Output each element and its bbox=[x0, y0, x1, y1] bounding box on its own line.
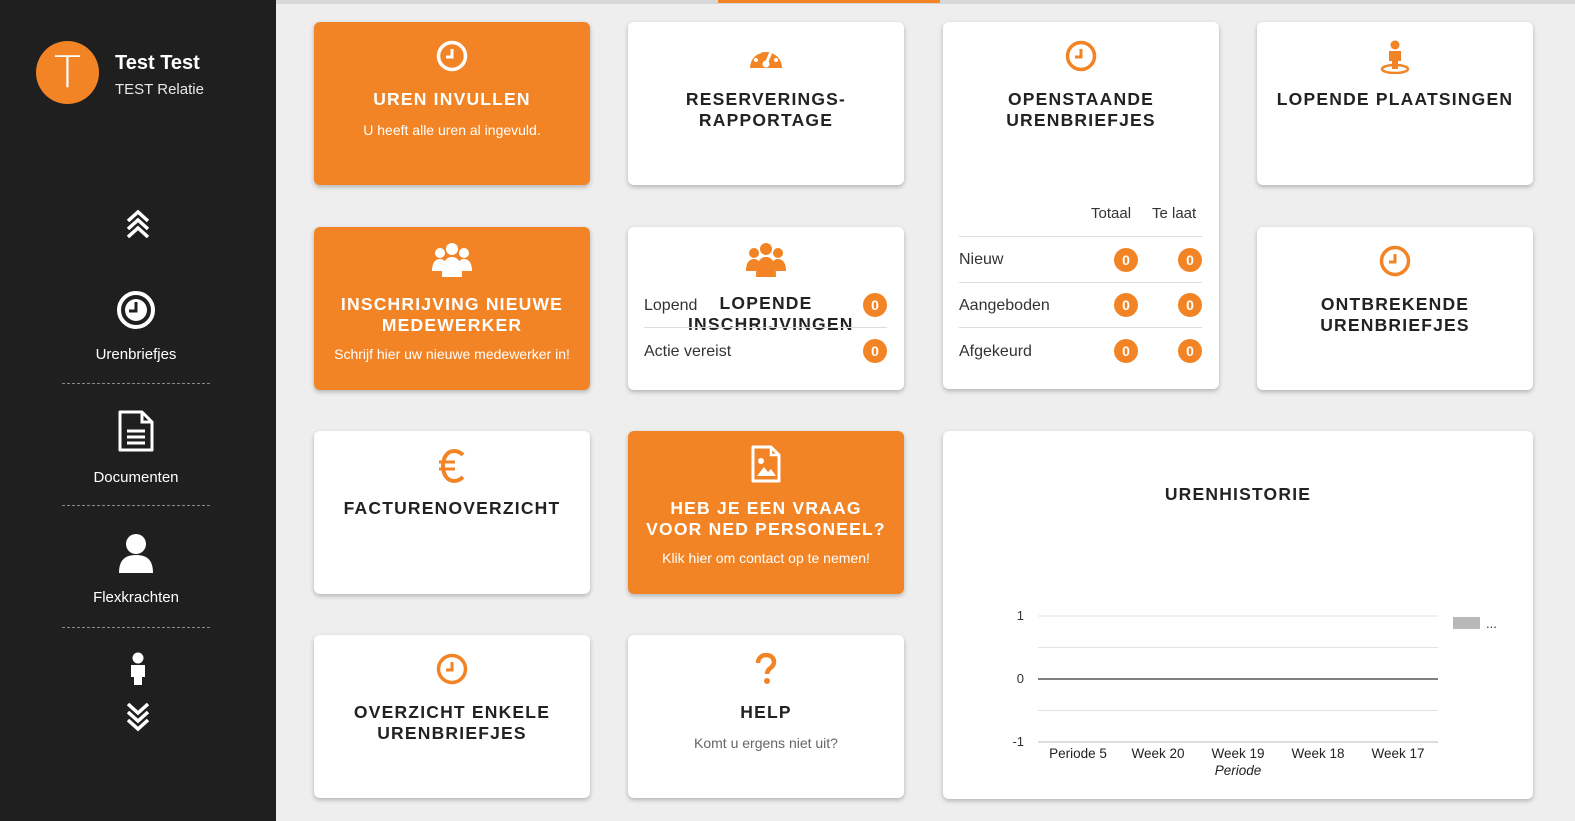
chart-urenhistorie bbox=[943, 431, 1533, 799]
tile-subtitle: Klik hier om contact op te nemen! bbox=[662, 550, 870, 566]
tile-heb-je-een-vraag[interactable] bbox=[628, 431, 904, 594]
y-tick-label: 0 bbox=[1016, 671, 1024, 686]
tile-subtitle: Komt u ergens niet uit? bbox=[694, 735, 838, 751]
tile-title: FACTURENOVERZICHT bbox=[343, 498, 561, 518]
sidebar-item-label: Documenten bbox=[93, 469, 179, 486]
scroll-up-icon[interactable] bbox=[118, 205, 158, 241]
users-icon bbox=[628, 241, 904, 279]
tile-openstaande-urenbriefjes[interactable] bbox=[943, 22, 1219, 389]
x-tick-label: Week 17 bbox=[1371, 746, 1425, 761]
column-header-te-laat: Te laat bbox=[1152, 205, 1197, 222]
count-badge[interactable]: 0 bbox=[1114, 293, 1138, 317]
tile-help[interactable] bbox=[628, 635, 904, 798]
tile-lopende-inschrijvingen[interactable] bbox=[628, 227, 904, 390]
divider bbox=[959, 236, 1202, 237]
divider bbox=[62, 383, 210, 384]
chart-title: URENHISTORIE bbox=[1164, 484, 1312, 504]
user-name: Test Test bbox=[115, 52, 200, 74]
row-label-afgekeurd: Afgekeurd bbox=[959, 343, 1032, 360]
x-axis-label: Periode bbox=[1214, 763, 1262, 778]
sidebar-item-label: Flexkrachten bbox=[93, 589, 179, 606]
row-label-aangeboden: Aangeboden bbox=[959, 297, 1050, 314]
person-pin-icon bbox=[1257, 40, 1533, 74]
clock-icon bbox=[62, 290, 210, 330]
count-badge[interactable]: 0 bbox=[1178, 339, 1202, 363]
row-label-lopend: Lopend bbox=[644, 297, 698, 314]
sidebar-item-urenbriefjes[interactable] bbox=[62, 290, 210, 363]
x-tick-label: Week 18 bbox=[1291, 746, 1345, 761]
clock-icon bbox=[314, 653, 590, 685]
x-tick-label: Week 19 bbox=[1211, 746, 1265, 761]
question-icon bbox=[628, 653, 904, 685]
legend-swatch bbox=[1453, 617, 1480, 629]
tile-title: INSCHRIJVING NIEUWE MEDEWERKER bbox=[340, 294, 564, 335]
tile-title: OVERZICHT ENKELE URENBRIEFJES bbox=[353, 702, 551, 743]
y-tick-label: -1 bbox=[1012, 734, 1024, 749]
divider bbox=[644, 327, 887, 328]
divider bbox=[62, 505, 210, 506]
sidebar-item-documenten[interactable] bbox=[62, 409, 210, 486]
clock-icon bbox=[943, 40, 1219, 72]
tile-title: ONTBREKENDE URENBRIEFJES bbox=[1320, 294, 1470, 335]
count-badge[interactable]: 0 bbox=[1178, 248, 1202, 272]
x-tick-label: Week 20 bbox=[1131, 746, 1185, 761]
count-badge[interactable]: 0 bbox=[863, 339, 887, 363]
divider bbox=[959, 327, 1202, 328]
tile-facturenoverzicht[interactable] bbox=[314, 431, 590, 594]
tile-reserveringsrapportage[interactable] bbox=[628, 22, 904, 185]
user-icon bbox=[62, 533, 210, 573]
tile-title: UREN INVULLEN bbox=[373, 89, 531, 109]
tile-title: LOPENDE PLAATSINGEN bbox=[1276, 89, 1514, 109]
sidebar-item-label: Urenbriefjes bbox=[95, 346, 177, 363]
count-badge[interactable]: 0 bbox=[1114, 339, 1138, 363]
tile-ontbrekende-urenbriefjes[interactable] bbox=[1257, 227, 1533, 390]
clock-icon bbox=[1257, 245, 1533, 277]
image-file-icon bbox=[628, 445, 904, 483]
sidebar bbox=[0, 0, 276, 821]
tile-title: OPENSTAANDE URENBRIEFJES bbox=[1006, 89, 1156, 130]
euro-icon bbox=[314, 449, 590, 483]
count-badge[interactable]: 0 bbox=[863, 293, 887, 317]
tile-overzicht-enkele-urenbriefjes[interactable] bbox=[314, 635, 590, 798]
y-tick-label: 1 bbox=[1016, 608, 1024, 623]
count-badge[interactable]: 0 bbox=[1114, 248, 1138, 272]
tile-title: RESERVERINGS-RAPPORTAGE bbox=[685, 89, 847, 130]
tile-uren-invullen[interactable] bbox=[314, 22, 590, 185]
tile-lopende-plaatsingen[interactable] bbox=[1257, 22, 1533, 185]
person-icon[interactable] bbox=[124, 652, 152, 688]
avatar[interactable]: T bbox=[36, 41, 99, 104]
column-header-totaal: Totaal bbox=[1091, 205, 1132, 222]
row-label-actie-vereist: Actie vereist bbox=[644, 343, 732, 360]
row-label-nieuw: Nieuw bbox=[959, 251, 1004, 268]
top-bar-accent bbox=[718, 0, 940, 3]
sidebar-item-flexkrachten[interactable] bbox=[62, 533, 210, 606]
tile-subtitle: U heeft alle uren al ingevuld. bbox=[363, 122, 541, 138]
scroll-down-icon[interactable] bbox=[118, 700, 158, 736]
divider bbox=[62, 627, 210, 628]
count-badge[interactable]: 0 bbox=[1178, 293, 1202, 317]
tile-title: LOPENDE INSCHRIJVINGEN bbox=[688, 293, 854, 334]
tile-title: HEB JE EEN VRAAG VOOR NED PERSONEEL? bbox=[646, 498, 886, 539]
x-tick-label: Periode 5 bbox=[1049, 746, 1107, 761]
chart-plot bbox=[943, 431, 1533, 799]
user-relation: TEST Relatie bbox=[115, 81, 204, 98]
users-icon bbox=[314, 241, 590, 279]
speedometer-icon bbox=[628, 40, 904, 72]
divider bbox=[959, 282, 1202, 283]
tile-subtitle: Schrijf hier uw nieuwe medewerker in! bbox=[334, 346, 570, 362]
legend-label: ... bbox=[1486, 616, 1497, 631]
tile-title: HELP bbox=[740, 702, 792, 722]
clock-icon bbox=[314, 40, 590, 72]
document-icon bbox=[62, 409, 210, 453]
tile-inschrijving-nieuwe-medewerker[interactable] bbox=[314, 227, 590, 390]
